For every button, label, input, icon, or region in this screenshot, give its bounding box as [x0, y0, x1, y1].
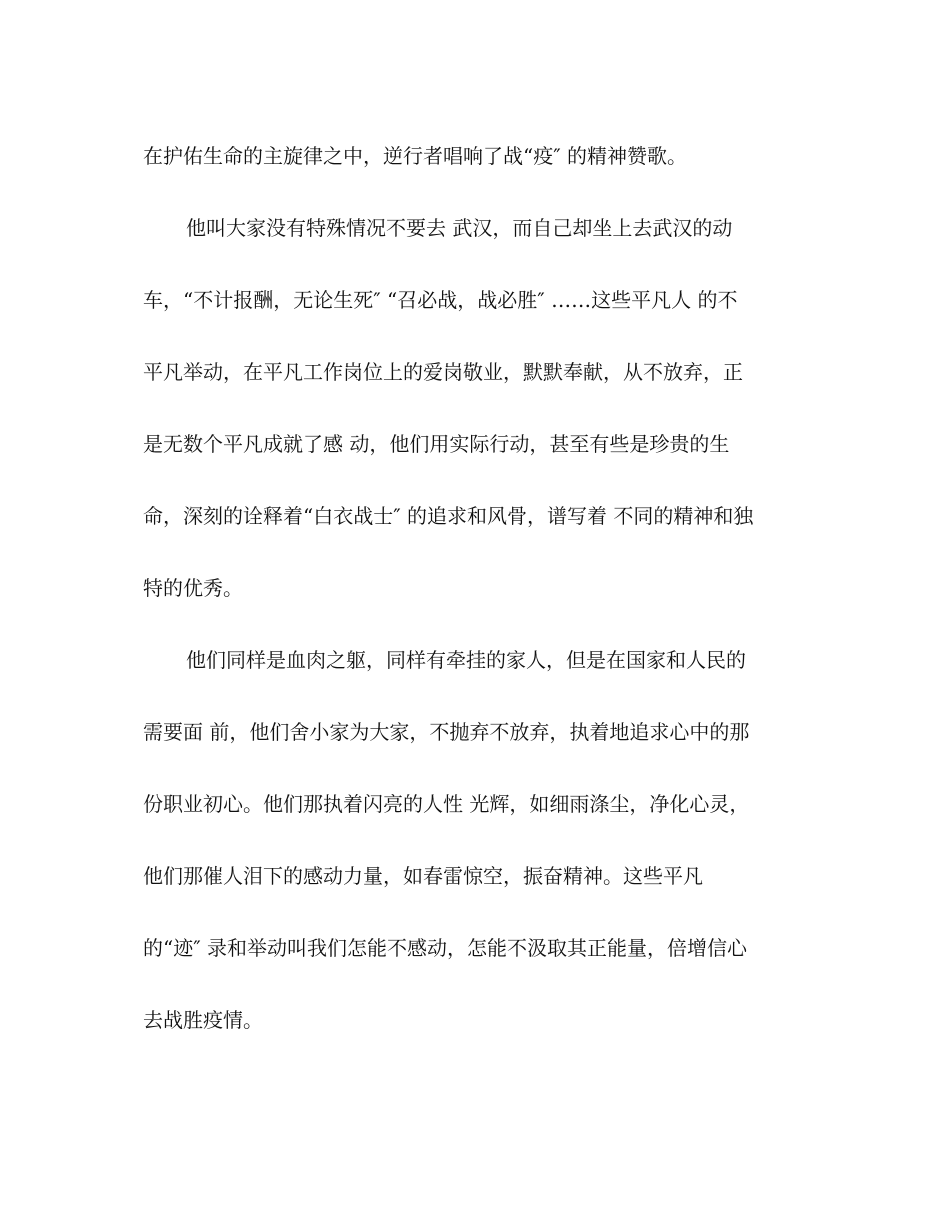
paragraph-first-line: 他们同样是血肉之躯，同样有牵挂的家人，但是在国家和人民的 — [186, 648, 746, 672]
text-line: 车，“不计报酬，无论生死″ “召必战，战必胜″ ……这些平凡人 的不 — [143, 288, 738, 312]
text-line: 特的优秀。 — [143, 576, 243, 600]
paragraph-first-line: 他叫大家没有特殊情况不要去 武汉，而自己却坐上去武汉的动 — [186, 216, 733, 240]
text-line: 需要面 前，他们舍小家为大家，不抛弃不放弃，执着地追求心中的那 — [143, 720, 750, 744]
text-line: 在护佑生命的主旋律之中，逆行者唱响了战“疫″ 的精神赞歌。 — [143, 144, 688, 168]
text-line: 去战胜疫情。 — [143, 1008, 263, 1032]
text-line: 平凡举动，在平凡工作岗位上的爱岗敬业，默默奉献，从不放弃，正 — [143, 360, 743, 384]
text-line: 他们那催人泪下的感动力量，如春雷惊空，振奋精神。这些平凡 — [143, 864, 703, 888]
text-line: 命，深刻的诠释着“白衣战士″ 的追求和风骨，谱写着 不同的精神和独 — [143, 504, 754, 528]
text-line: 份职业初心。他们那执着闪亮的人性 光辉，如细雨涤尘，净化心灵， — [143, 792, 750, 816]
text-line: 的“迹″ 录和举动叫我们怎能不感动，怎能不汲取其正能量，倍增信心 — [143, 936, 748, 960]
text-line: 是无数个平凡成就了感 动，他们用实际行动，甚至有些是珍贵的生 — [143, 432, 730, 456]
